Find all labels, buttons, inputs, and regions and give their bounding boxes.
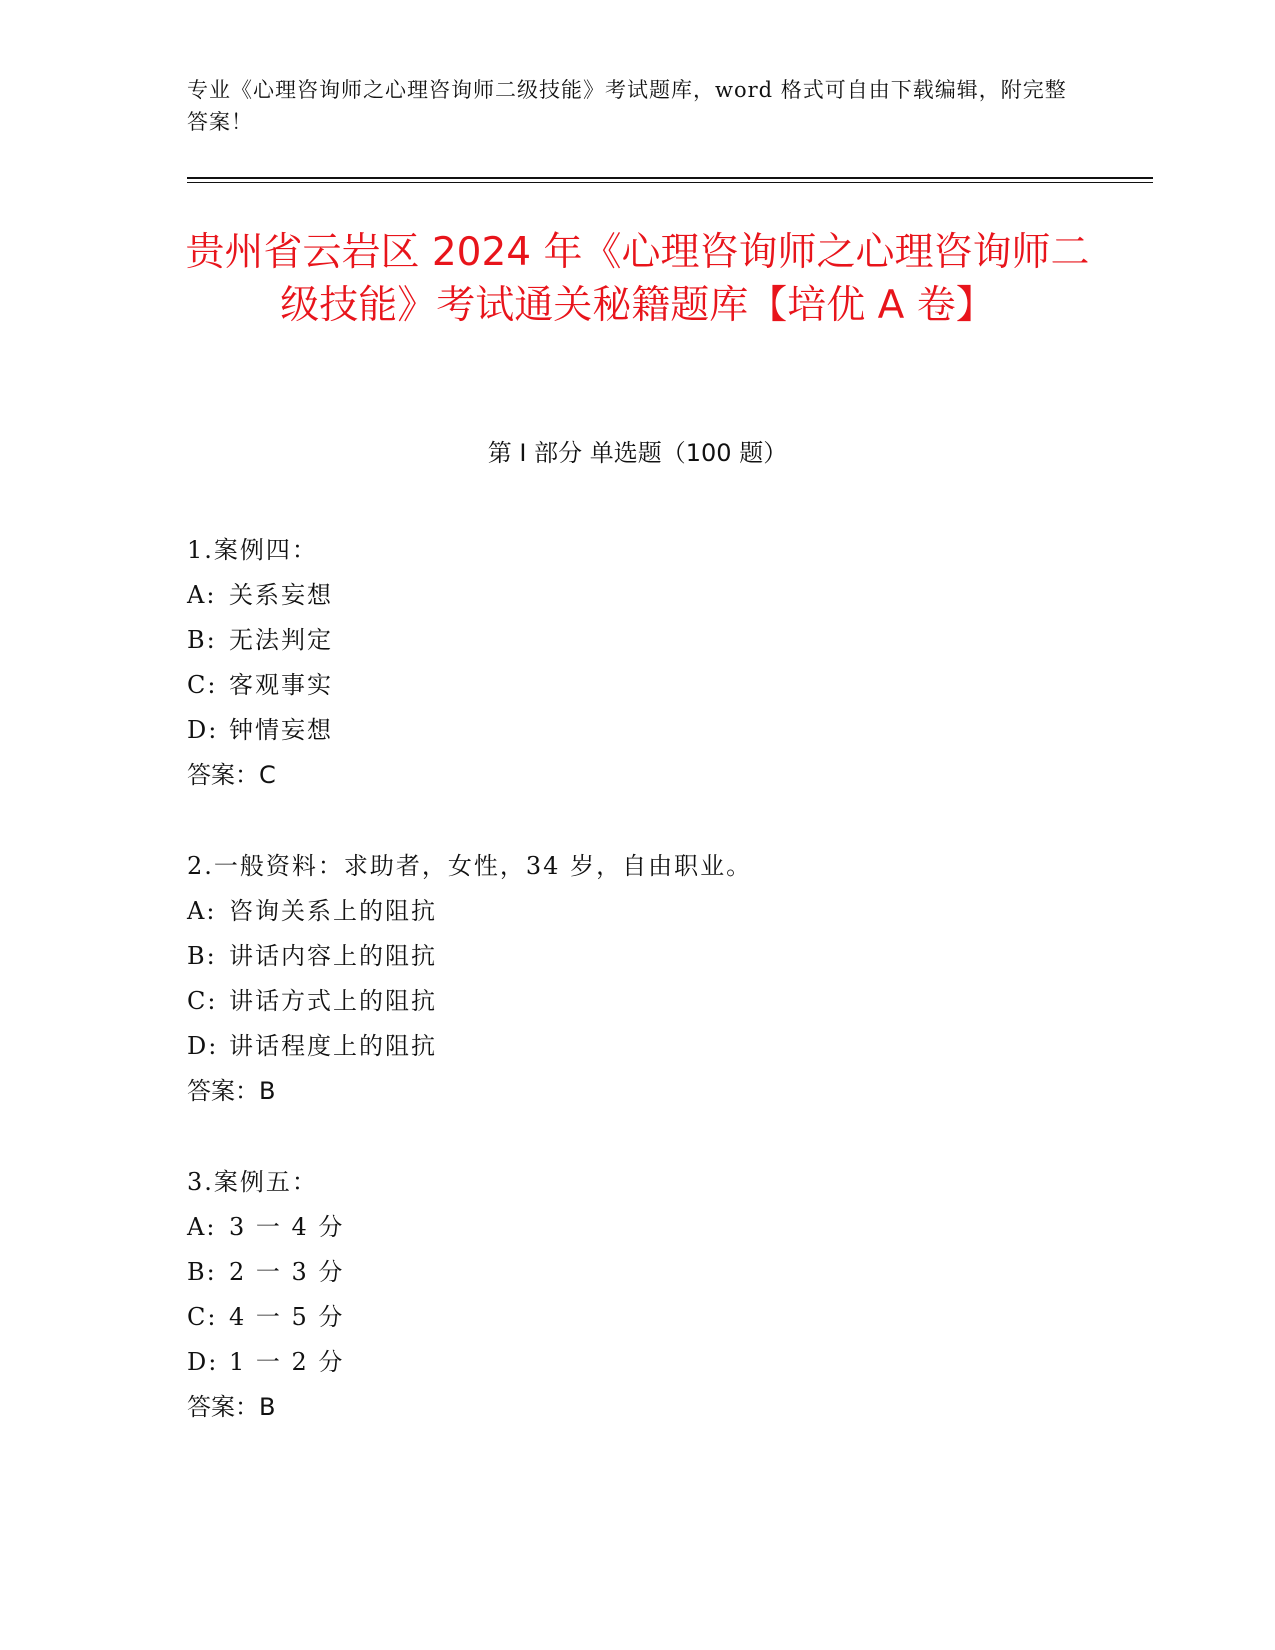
option-key: A:	[187, 581, 217, 609]
question-1	[187, 528, 1087, 798]
option-text: 客观事实	[229, 671, 333, 699]
option-text: 1 一 2 分	[229, 1348, 345, 1376]
option-text: 讲话方式上的阻抗	[229, 987, 437, 1015]
answer-line: 答案：C	[187, 761, 276, 789]
option-text: 无法判定	[229, 626, 333, 654]
header-divider-thick	[187, 177, 1153, 179]
option-key: C:	[187, 1303, 218, 1331]
document-title: 贵州省云岩区 2024 年《心理咨询师之心理咨询师二级技能》考试通关秘籍题库【培优 A 卷】	[185, 230, 1090, 328]
question-3	[187, 1160, 1087, 1430]
option-a	[187, 573, 1087, 618]
question-stem: 3.案例五：	[187, 1168, 318, 1196]
option-key: B:	[187, 942, 217, 970]
option-key: C:	[187, 987, 218, 1015]
option-a	[187, 889, 1087, 934]
option-c	[187, 663, 1087, 708]
header-note: 专业《心理咨询师之心理咨询师二级技能》考试题库，word 格式可自由下载编辑，附完整答案！	[187, 78, 1067, 134]
option-text: 3 一 4 分	[229, 1213, 345, 1241]
question-stem: 2.一般资料：求助者，女性，34 岁，自由职业。	[187, 852, 753, 880]
option-text: 讲话程度上的阻抗	[229, 1032, 437, 1060]
option-b	[187, 934, 1087, 979]
question-stem: 1.案例四：	[187, 536, 318, 564]
option-text: 讲话内容上的阻抗	[229, 942, 437, 970]
question-2	[187, 844, 1087, 1114]
option-key: D:	[187, 1032, 219, 1060]
option-d	[187, 1340, 1087, 1385]
header-divider-thin	[187, 182, 1153, 183]
option-text: 2 一 3 分	[229, 1258, 345, 1286]
option-key: B:	[187, 626, 217, 654]
answer-line: 答案：B	[187, 1077, 276, 1105]
option-text: 4 一 5 分	[229, 1303, 345, 1331]
option-key: D:	[187, 1348, 219, 1376]
option-key: A:	[187, 897, 217, 925]
question-list	[187, 528, 1087, 1476]
option-c	[187, 979, 1087, 1024]
answer-line: 答案：B	[187, 1393, 276, 1421]
option-key: D:	[187, 716, 219, 744]
option-b	[187, 1250, 1087, 1295]
option-text: 钟情妄想	[229, 716, 333, 744]
option-d	[187, 708, 1087, 753]
option-key: C:	[187, 671, 218, 699]
option-key: A:	[187, 1213, 217, 1241]
option-c	[187, 1295, 1087, 1340]
option-a	[187, 1205, 1087, 1250]
option-text: 咨询关系上的阻抗	[229, 897, 437, 925]
option-d	[187, 1024, 1087, 1069]
option-b	[187, 618, 1087, 663]
section-title: 第 I 部分 单选题（100 题）	[487, 439, 788, 467]
option-key: B:	[187, 1258, 217, 1286]
option-text: 关系妄想	[229, 581, 333, 609]
